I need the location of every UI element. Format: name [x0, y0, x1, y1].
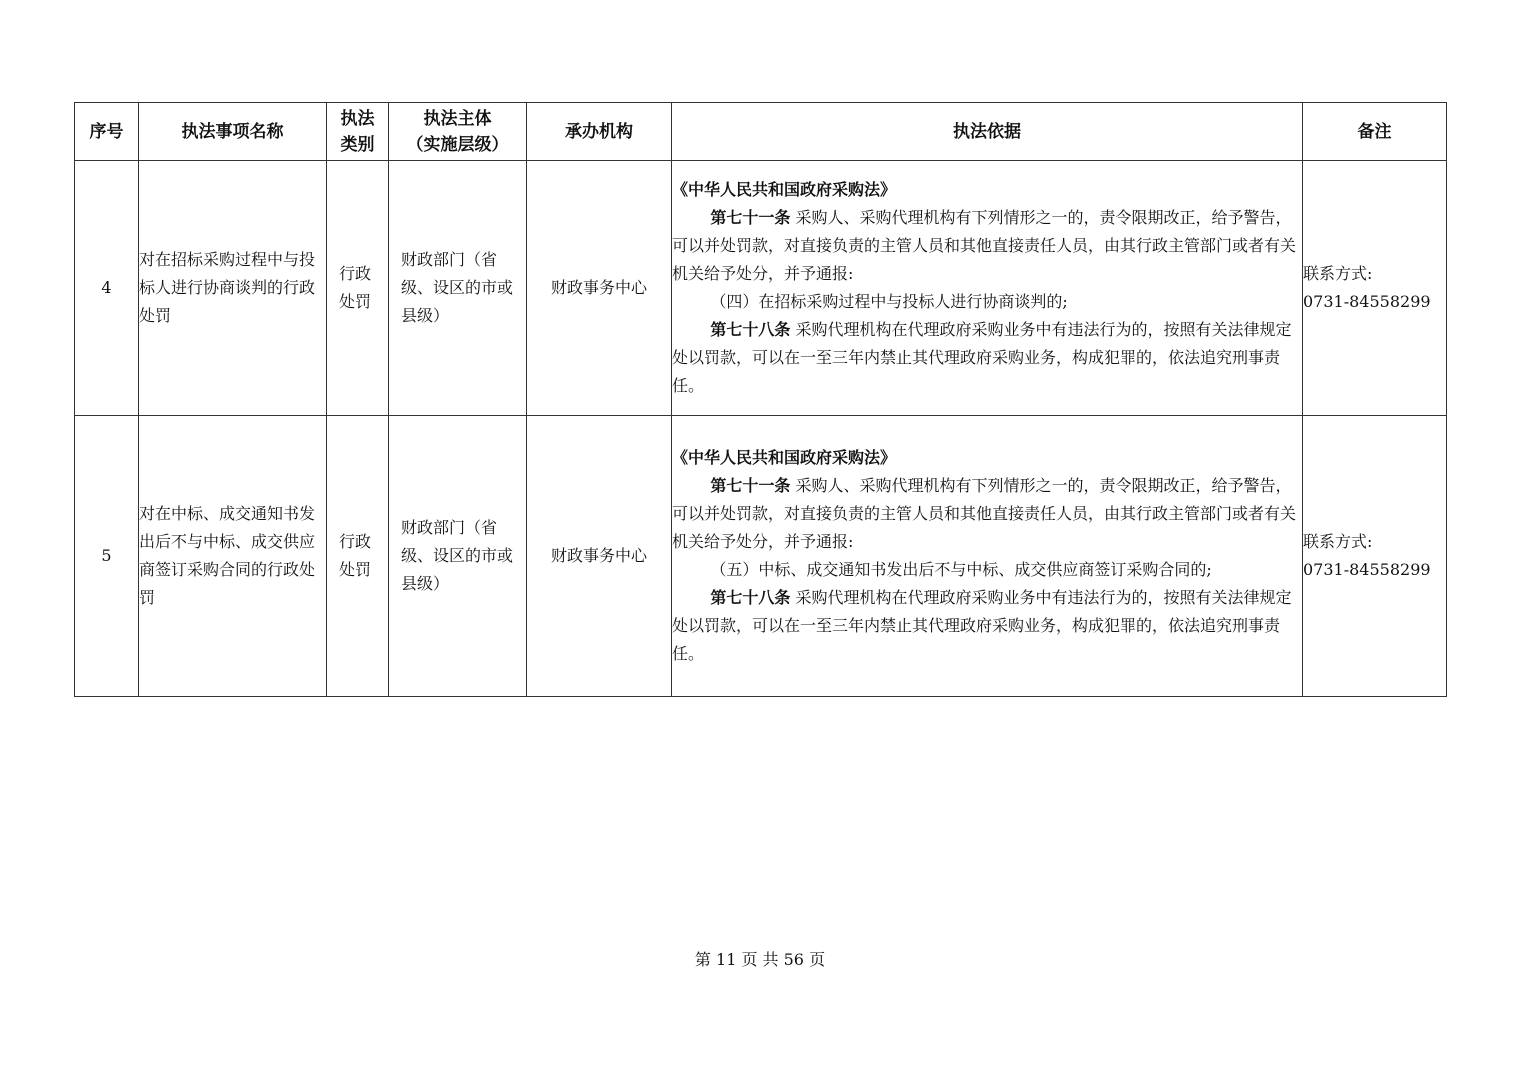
article-71-head: 第七十一条: [710, 476, 791, 495]
row-body: 财政部门（省级、设区的市或县级）: [389, 161, 527, 416]
row-org: 财政事务中心: [527, 416, 672, 697]
remark-label: 联系方式:: [1303, 532, 1373, 551]
row-org: 财政事务中心: [527, 161, 672, 416]
row-name: 对在中标、成交通知书发出后不与中标、成交供应商签订采购合同的行政处罚: [139, 416, 327, 697]
header-remark: 备注: [1303, 103, 1447, 161]
row-type: 行政处罚: [327, 161, 389, 416]
row-basis: [672, 416, 1303, 697]
header-type-line1: 执法: [340, 108, 375, 129]
header-type: [327, 103, 389, 161]
remark-label: 联系方式:: [1303, 264, 1373, 283]
enforcement-table: [74, 102, 1447, 697]
article-71-item: （五）中标、成交通知书发出后不与中标、成交供应商签订采购合同的;: [710, 560, 1212, 579]
article-78: [672, 584, 1302, 668]
article-78: [672, 316, 1302, 400]
article-71-head: 第七十一条: [710, 208, 791, 227]
row-basis: [672, 161, 1303, 416]
article-78-text: 采购代理机构在代理政府采购业务中有违法行为的，按照有关法律规定处以罚款，可以在一至三年内禁止其代理政府采购业务，构成犯罪的，依法追究刑事责任。: [672, 320, 1292, 395]
law-title: 《中华人民共和国政府采购法》: [672, 448, 897, 467]
law-title: 《中华人民共和国政府采购法》: [672, 180, 897, 199]
row-remark: [1303, 416, 1447, 697]
header-body-line2: （实施层级）: [406, 134, 509, 155]
header-name: 执法事项名称: [139, 103, 327, 161]
page-footer: 第 11 页 共 56 页: [694, 950, 826, 969]
header-type-line2: 类别: [340, 134, 375, 155]
header-body: [389, 103, 527, 161]
article-78-head: 第七十八条: [710, 320, 791, 339]
table-row: [75, 161, 1447, 416]
table-row: [75, 416, 1447, 697]
row-remark: [1303, 161, 1447, 416]
article-71: [672, 472, 1302, 556]
article-78-head: 第七十八条: [710, 588, 791, 607]
article-78-text: 采购代理机构在代理政府采购业务中有违法行为的，按照有关法律规定处以罚款，可以在一至三年内禁止其代理政府采购业务，构成犯罪的，依法追究刑事责任。: [672, 588, 1292, 663]
row-type: 行政处罚: [327, 416, 389, 697]
header-org: 承办机构: [527, 103, 672, 161]
row-body: 财政部门（省级、设区的市或县级）: [389, 416, 527, 697]
article-71: [672, 204, 1302, 288]
article-71-text: 采购人、采购代理机构有下列情形之一的，责令限期改正，给予警告，可以并处罚款，对直接负责的主管人员和其他直接责任人员，由其行政主管部门或者有关机关给予处分，并予通报:: [672, 476, 1297, 551]
row-seq: 5: [75, 416, 139, 697]
article-71-item: （四）在招标采购过程中与投标人进行协商谈判的;: [710, 292, 1068, 311]
article-71-text: 采购人、采购代理机构有下列情形之一的，责令限期改正，给予警告，可以并处罚款，对直接负责的主管人员和其他直接责任人员，由其行政主管部门或者有关机关给予处分，并予通报:: [672, 208, 1297, 283]
remark-phone: 0731-84558299: [1303, 292, 1431, 311]
row-seq: 4: [75, 161, 139, 416]
header-seq: 序号: [75, 103, 139, 161]
row-name: 对在招标采购过程中与投标人进行协商谈判的行政处罚: [139, 161, 327, 416]
header-basis: 执法依据: [672, 103, 1303, 161]
remark-phone: 0731-84558299: [1303, 560, 1431, 579]
header-body-line1: 执法主体: [423, 108, 492, 129]
table-header-row: [75, 103, 1447, 161]
